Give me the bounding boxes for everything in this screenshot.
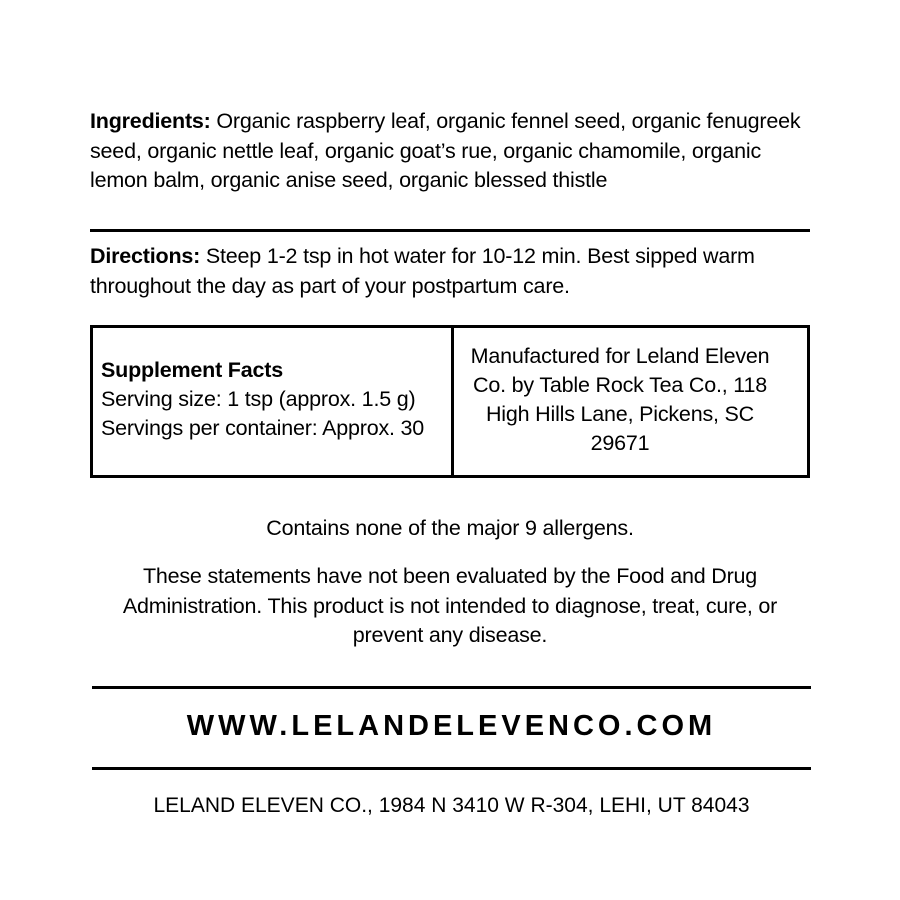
supplement-facts-title: Supplement Facts — [101, 358, 283, 382]
directions-section — [90, 242, 810, 301]
ingredients-text: Organic raspberry leaf, organic fennel seed, organic fenugreek seed, organic nettle leaf, organic goat’s rue, organic chamomile, organic lemon balm, organic anise seed, organic blessed thistle — [90, 109, 801, 192]
ingredients-label: Ingredients: — [90, 109, 211, 133]
fda-disclaimer: These statements have not been evaluated by the Food and Drug Administration. This product is not intended to diagnose, treat, cure, or prevent any disease. — [122, 564, 778, 647]
supplement-facts-panel — [101, 356, 449, 443]
ingredients-section — [90, 107, 810, 196]
directions-label: Directions: — [90, 244, 201, 268]
company-address: LELAND ELEVEN CO., 1984 N 3410 W R-304, LEHI, UT 84043 — [153, 794, 750, 817]
serving-size: Serving size: 1 tsp (approx. 1.5 g) — [101, 387, 416, 411]
supplement-facts-box — [90, 325, 810, 478]
divider-line — [90, 229, 810, 232]
divider-line — [92, 767, 811, 770]
website-url: WWW.LELANDELEVENCO.COM — [186, 710, 717, 742]
manufacturer-info: Manufactured for Leland Eleven Co. by Table Rock Tea Co., 118 High Hills Lane, Pickens, SC 29671 — [470, 344, 770, 455]
servings-per-container: Servings per container: Approx. 30 — [101, 416, 425, 440]
divider-line — [92, 686, 811, 689]
allergen-statement: Contains none of the major 9 allergens. — [266, 516, 634, 540]
facts-divider — [451, 328, 454, 475]
directions-text: Steep 1-2 tsp in hot water for 10-12 min. Best sipped warm throughout the day as part of your postpartum care. — [90, 244, 755, 298]
